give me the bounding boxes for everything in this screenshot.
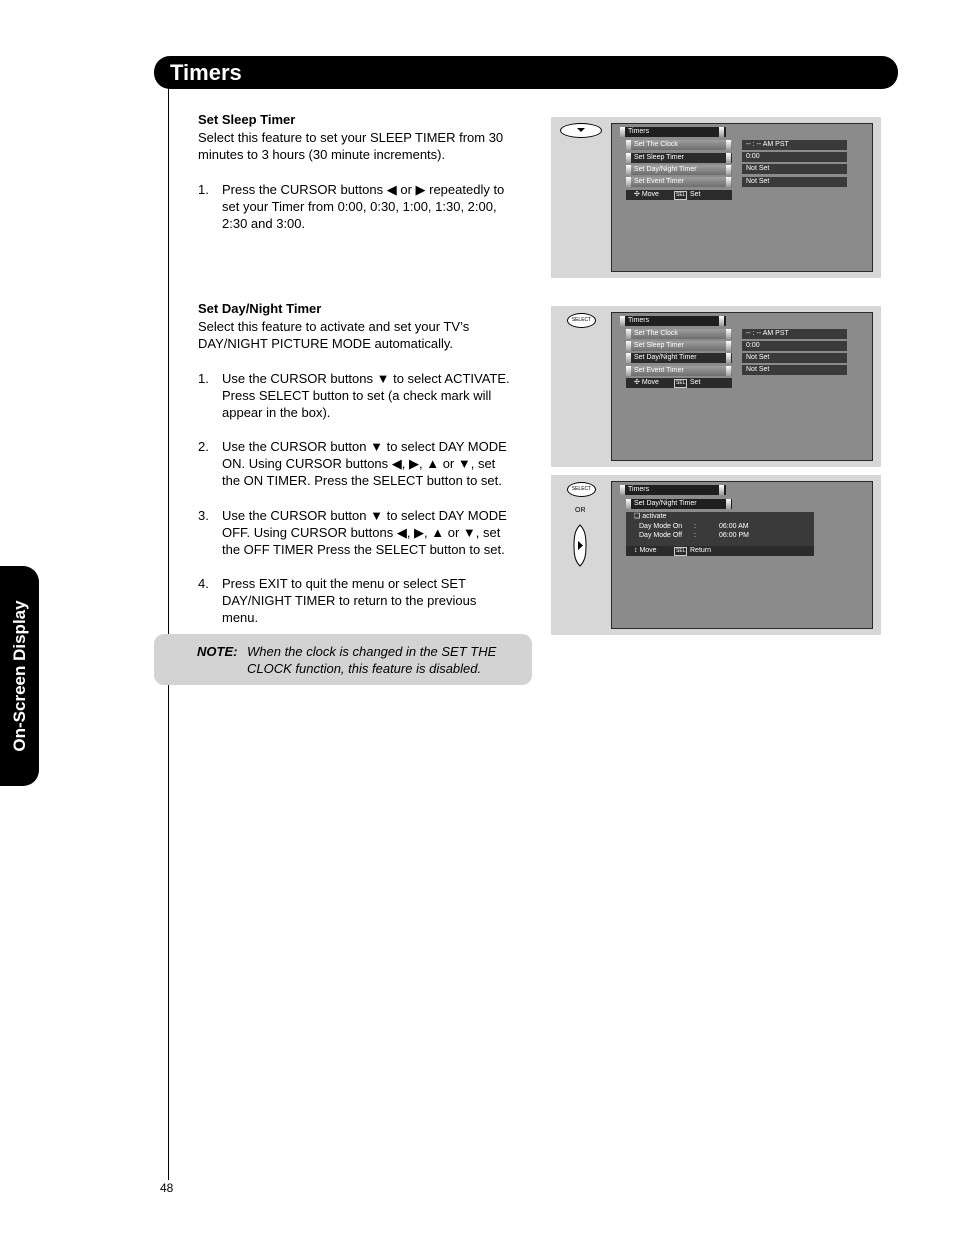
osd-marker [620,316,625,326]
osd-panel-sleep-timer [551,117,881,278]
osd-footer-set: Set [690,191,701,198]
section-side-tab [0,566,39,786]
osd-value-day-night: Not Set [746,165,770,172]
step-line: Use the CURSOR button ▼ to select DAY MODE [222,439,507,454]
day-night-intro-2: DAY/NIGHT PICTURE MODE automatically. [198,336,453,351]
osd-marker [726,165,731,175]
day-night-intro-1: Select this feature to activate and set your TV’s [198,319,470,334]
osd-marker [726,499,731,509]
osd-marker [626,366,631,376]
step-number: 2. [198,439,209,454]
osd-title: Timers [628,486,650,493]
note-label: NOTE: [197,644,238,659]
page-title: Timers [154,56,898,89]
osd-marker [626,153,631,163]
day-mode-on-value: 06:00 AM [719,523,749,530]
osd-marker [626,353,631,363]
step-line: OFF. Using CURSOR buttons ◀, ▶, ▲ or ▼, set [222,525,501,540]
step-number: 3. [198,508,209,523]
note-box [154,634,532,685]
osd-marker [726,366,731,376]
step-line: appear in the box). [222,405,331,420]
colon: : [694,523,696,530]
step-line: menu. [222,610,259,625]
step-number: 4. [198,576,209,591]
activate-checkbox: ❑ activate [634,513,667,520]
osd-title: Timers [628,317,650,324]
osd-marker [620,127,625,137]
step-line: Press SELECT button to set (a check mark will [222,388,492,403]
step-line: Use the CURSOR button ▼ to select DAY MODE [222,508,507,523]
sel-icon: SEL [676,380,686,386]
sel-icon: SEL [676,548,686,554]
step-line: DAY/NIGHT TIMER to return to the previous [222,593,477,608]
osd-marker [726,140,731,150]
osd-value-event: Not Set [746,366,770,373]
page-number: 48 [160,1181,174,1195]
osd-marker [719,485,724,495]
sel-icon: SEL [676,192,686,198]
osd-menu-item-label: Set The Clock [634,141,678,148]
osd-value-clock: -- : -- AM PST [746,141,789,148]
osd-marker [719,127,724,137]
select-button: SELECT [567,313,596,328]
osd-footer-move: ↕ Move [634,547,657,554]
step-line: ON. Using CURSOR buttons ◀, ▶, ▲ or ▼, set [222,456,496,471]
osd-footer-return: Return [690,547,712,554]
osd-panel-day-night-select [551,306,881,467]
osd-footer-move: ✣ Move [634,191,659,198]
sleep-timer-intro-1: Select this feature to set your SLEEP TIMER from 30 [198,130,504,145]
osd-marker [626,165,631,175]
section-side-tab-label: On-Screen Display [10,600,29,752]
osd-value-day-night: Not Set [746,354,770,361]
osd-marker [726,341,731,351]
osd-marker [626,499,631,509]
osd-menu-item-label: Set Day/Night Timer [634,166,697,173]
osd-value-sleep: 0:00 [746,153,760,160]
osd-marker [726,329,731,339]
cursor-right-button [573,524,587,567]
step-number: 1. [198,182,209,197]
osd-marker [626,140,631,150]
sleep-timer-heading: Set Sleep Timer [198,112,296,127]
osd-menu-item-label: Set The Clock [634,330,678,337]
osd-marker [620,485,625,495]
osd-panel-day-night-submenu [551,475,881,635]
step-line: Press the CURSOR buttons ◀ or ▶ repeatedly to [222,182,505,197]
osd-marker [726,177,731,187]
osd-title: Timers [628,128,650,135]
step-line: 2:30 and 3:00. [222,216,306,231]
osd-marker [626,177,631,187]
note-text-2: CLOCK function, this feature is disabled. [247,661,482,676]
osd-menu-item-label: Set Event Timer [634,367,684,374]
day-night-heading: Set Day/Night Timer [198,301,322,316]
osd-submenu-title: Set Day/Night Timer [634,500,697,507]
osd-marker [719,316,724,326]
down-arrow-icon [561,124,601,137]
osd-marker [726,153,731,163]
colon: : [694,532,696,539]
osd-menu-item-label: Set Event Timer [634,178,684,185]
step-line: Use the CURSOR buttons ▼ to select ACTIVATE. [222,371,510,386]
day-mode-off-label: Day Mode Off [639,532,683,539]
osd-marker [626,329,631,339]
tv-screen [611,123,873,272]
tv-screen [611,481,873,629]
step-line: Press EXIT to quit the menu or select SET [222,576,466,591]
osd-menu-item-label: Set Sleep Timer [634,154,684,161]
step-line: the OFF TIMER Press the SELECT button to set. [222,542,505,557]
sleep-timer-intro-2: minutes to 3 hours (30 minute increments). [198,147,446,162]
osd-value-sleep: 0:00 [746,342,760,349]
osd-menu-item-label: Set Sleep Timer [634,342,684,349]
step-line: the ON TIMER. Press the SELECT button to set. [222,473,502,488]
day-mode-on-label: Day Mode On [639,523,683,530]
cursor-down-button [560,123,602,138]
osd-footer-move: ✣ Move [634,379,659,386]
note-text-1: When the clock is changed in the SET THE [247,644,497,659]
osd-footer-set: Set [690,379,701,386]
osd-menu-item-label: Set Day/Night Timer [634,354,697,361]
osd-marker [626,341,631,351]
right-arrow-icon [573,524,587,567]
osd-value-clock: -- : -- AM PST [746,330,789,337]
osd-value-event: Not Set [746,178,770,185]
tv-screen [611,312,873,461]
day-mode-off-value: 06:00 PM [719,532,749,539]
step-number: 1. [198,371,209,386]
step-line: set your Timer from 0:00, 0:30, 1:00, 1:30, 2:00, [222,199,497,214]
select-button: SELECT [567,482,596,497]
osd-marker [726,353,731,363]
or-label: OR [575,507,586,514]
